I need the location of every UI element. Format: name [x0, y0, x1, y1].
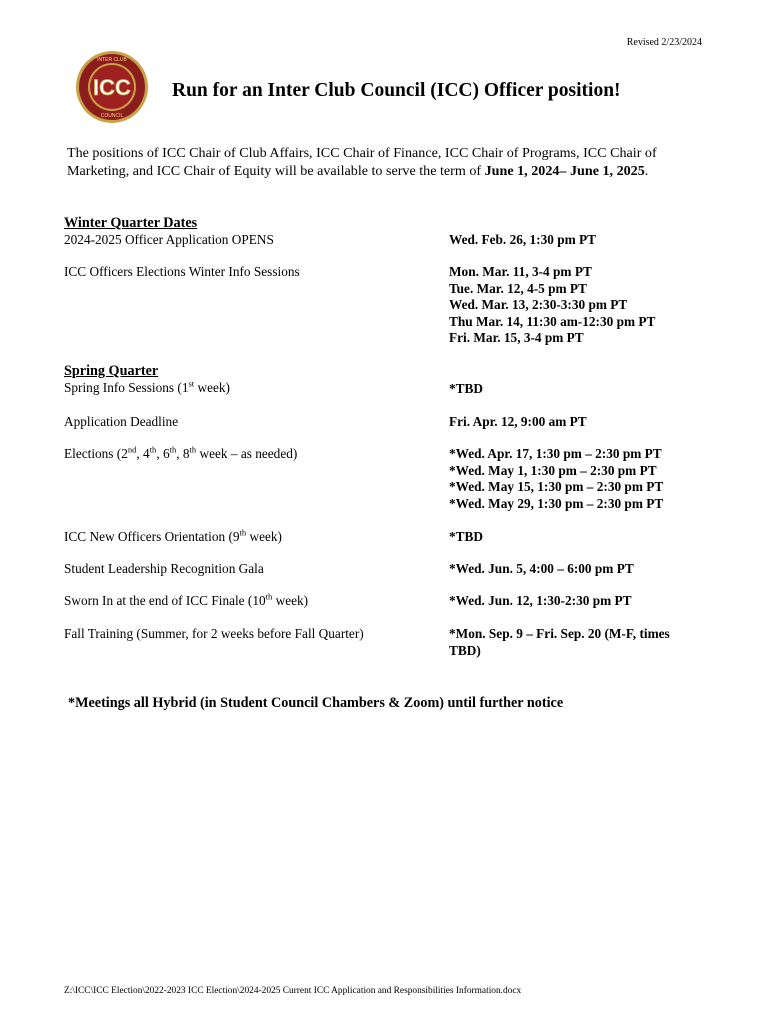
intro-end: . — [644, 163, 649, 179]
label-text: week) — [194, 380, 230, 395]
label-sup: th — [149, 444, 157, 455]
label-text: , 4 — [136, 446, 150, 461]
date-line: *Mon. Sep. 9 – Fri. Sep. 20 (M-F, times — [449, 626, 670, 641]
spring-row-label: Student Leadership Recognition Gala — [64, 561, 264, 576]
spring-row-label: Application Deadline — [64, 414, 179, 429]
intro-paragraph — [67, 144, 717, 180]
label-sup: th — [189, 444, 197, 455]
spring-row-value — [449, 561, 634, 578]
label-sup: th — [169, 444, 177, 455]
winter-heading: Winter Quarter Dates — [64, 215, 198, 231]
date-line: Thu Mar. 14, 11:30 am-12:30 pm PT — [449, 313, 656, 329]
date-line: Mon. Mar. 11, 3-4 pm PT — [449, 264, 592, 279]
label-text: Elections (2 — [64, 446, 128, 461]
label-text: week) — [246, 529, 282, 544]
label-sup: th — [265, 591, 273, 602]
label-text: Spring Info Sessions (1 — [64, 380, 189, 395]
label-text: Sworn In at the end of ICC Finale (10 — [64, 593, 266, 608]
logo-ring-bottom: COUNCIL — [100, 113, 124, 119]
label-text: ICC New Officers Orientation (9 — [64, 529, 240, 544]
spring-row-value — [449, 529, 483, 546]
winter-row-value — [449, 264, 655, 347]
date-line: Fri. Apr. 12, 9:00 am PT — [449, 414, 587, 429]
page-title: Run for an Inter Club Council (ICC) Officer position! — [172, 80, 621, 101]
label-sup: nd — [127, 444, 137, 455]
logo-text: ICC — [93, 75, 131, 100]
revised-date: Revised 2/23/2024 — [626, 37, 702, 48]
date-line: Wed. Feb. 26, 1:30 pm PT — [449, 232, 597, 247]
date-line: TBD) — [449, 642, 481, 658]
date-line: Tue. Mar. 12, 4-5 pm PT — [449, 280, 587, 296]
spring-heading: Spring Quarter — [64, 363, 159, 379]
intro-text: The positions of ICC Chair of Club Affairs, ICC Chair of Finance, ICC Chair of Programs, ICC Chair of Marketing, and ICC Chair of Equity will be available to serve the term of — [67, 145, 657, 179]
label-sup: st — [188, 378, 195, 389]
label-text: , 8 — [176, 446, 190, 461]
spring-row-label: Fall Training (Summer, for 2 weeks before Fall Quarter) — [64, 626, 364, 641]
date-line: *Wed. May 1, 1:30 pm – 2:30 pm PT — [449, 462, 657, 478]
date-line: *Wed. Jun. 12, 1:30-2:30 pm PT — [449, 593, 632, 608]
label-sup: th — [239, 527, 247, 538]
spring-row-label — [64, 529, 282, 545]
date-line: *Wed. May 29, 1:30 pm – 2:30 pm PT — [449, 495, 664, 511]
spring-row-label — [64, 446, 297, 462]
label-text: week) — [272, 593, 309, 608]
label-text: week – as needed) — [196, 446, 298, 461]
winter-row-value — [449, 232, 596, 249]
date-line: *Wed. Jun. 5, 4:00 – 6:00 pm PT — [449, 561, 634, 576]
spring-row-value — [449, 446, 663, 512]
label-text: , 6 — [156, 446, 170, 461]
date-line: Fri. Mar. 15, 3-4 pm PT — [449, 330, 584, 346]
file-path-footer: Z:\ICC\ICC Election\2022-2023 ICC Election\2024-2025 Current ICC Application and Responsibilities Information.docx — [64, 986, 522, 996]
date-line: Wed. Mar. 13, 2:30-3:30 pm PT — [449, 297, 628, 313]
spring-row-value — [449, 414, 587, 431]
winter-row-label: 2024-2025 Officer Application OPENS — [64, 232, 274, 247]
date-line: *TBD — [449, 529, 483, 544]
winter-row-label: ICC Officers Elections Winter Info Sessions — [64, 264, 300, 279]
date-line: *TBD — [449, 381, 483, 396]
date-line: *Wed. Apr. 17, 1:30 pm – 2:30 pm PT — [449, 446, 662, 461]
term-dates: June 1, 2024– June 1, 2025 — [484, 163, 645, 179]
spring-row-value — [449, 626, 670, 659]
date-line: *Wed. May 15, 1:30 pm – 2:30 pm PT — [449, 479, 664, 495]
spring-row-value — [449, 593, 631, 610]
spring-row-value — [449, 381, 483, 398]
icc-logo — [75, 50, 149, 124]
meetings-note: *Meetings all Hybrid (in Student Council Chambers & Zoom) until further notice — [68, 695, 564, 711]
logo-ring-top: INTER CLUB — [97, 57, 127, 63]
spring-row-label — [64, 593, 308, 609]
spring-row-label — [64, 380, 230, 396]
